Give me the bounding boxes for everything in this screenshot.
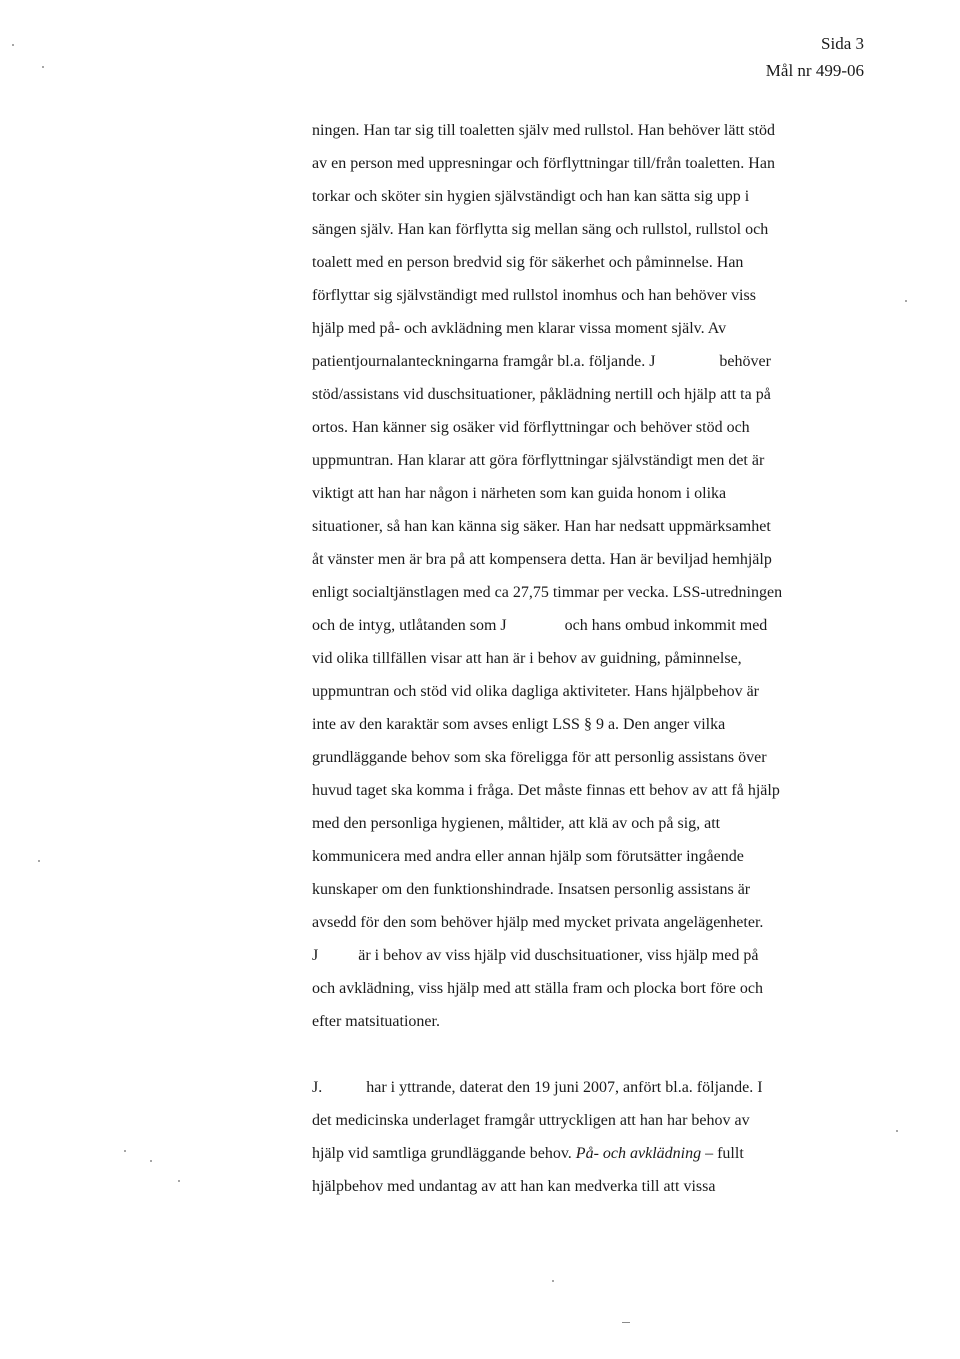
paragraph-spacer: [312, 1038, 872, 1071]
text-line: enligt socialtjänstlagen med ca 27,75 timmar per vecka. LSS-utredningen: [312, 584, 783, 601]
text-line: huvud taget ska komma i fråga. Det måste finnas ett behov av att få hjälp: [312, 782, 780, 799]
text-line: grundläggande behov som ska föreligga för att personlig assistans över: [312, 749, 767, 766]
paragraph-1: [312, 114, 872, 1038]
text-line: uppmuntran. Han klarar att göra förflyttningar självständigt men det är: [312, 452, 765, 469]
case-number: Mål nr 499-06: [765, 61, 864, 80]
paragraph-2: [312, 1071, 872, 1203]
text-segment: J.: [312, 1079, 323, 1096]
scan-speck: [12, 44, 14, 46]
text-line: avsedd för den som behöver hjälp med mycket privata angelägenheter.: [312, 914, 764, 931]
text-line: [312, 345, 872, 378]
text-line: inte av den karaktär som avses enligt LSS § 9 a. Den anger vilka: [312, 716, 726, 733]
text-line: ningen. Han tar sig till toaletten själv med rullstol. Han behöver lätt stöd: [312, 122, 776, 139]
document-body: [312, 114, 872, 1203]
text-line: sängen själv. Han kan förflytta sig mellan säng och rullstol, rullstol och: [312, 221, 769, 238]
text-line: kommunicera med andra eller annan hjälp som förutsätter ingående: [312, 848, 744, 865]
text-line: hjälp med på- och avklädning men klarar vissa moment själv. Av: [312, 320, 727, 337]
scan-speck: [124, 1150, 126, 1152]
text-line: torkar och sköter sin hygien självständigt och han kan sätta sig upp i: [312, 188, 750, 205]
text-line: vid olika tillfällen visar att han är i behov av guidning, påminnelse,: [312, 650, 742, 667]
text-line: hjälpbehov med undantag av att han kan medverka till att vissa: [312, 1178, 716, 1195]
text-line: [312, 939, 872, 972]
text-line: åt vänster men är bra på att kompensera detta. Han är beviljad hemhjälp: [312, 551, 772, 568]
text-segment: patientjournalanteckningarna framgår bl.a. följande. J: [312, 353, 656, 370]
scan-speck: [552, 1280, 554, 1282]
text-line: förflyttar sig självständigt med rullstol inomhus och han behöver viss: [312, 287, 756, 304]
text-line: [312, 609, 872, 642]
text-segment: behöver: [719, 353, 771, 370]
text-line: med den personliga hygienen, måltider, att klä av och på sig, att: [312, 815, 721, 832]
page-number: Sida 3: [821, 34, 864, 53]
scan-speck: [42, 66, 44, 68]
text-segment: är i behov av viss hjälp vid duschsituationer, viss hjälp med på: [358, 947, 759, 964]
text-line: ortos. Han känner sig osäker vid förflyttningar och behöver stöd och: [312, 419, 750, 436]
text-line: [312, 1137, 872, 1170]
text-line: toalett med en person bredvid sig för säkerhet och påminnelse. Han: [312, 254, 744, 271]
text-line: och avklädning, viss hjälp med att ställa fram och plocka bort före och: [312, 980, 763, 997]
text-line: [312, 1071, 872, 1104]
scan-speck: [622, 1322, 630, 1323]
scan-speck: [905, 300, 907, 302]
scan-speck: [38, 860, 40, 862]
text-line: det medicinska underlaget framgår uttryckligen att han har behov av: [312, 1112, 750, 1129]
text-line: kunskaper om den funktionshindrade. Insatsen personlig assistans är: [312, 881, 751, 898]
text-line: av en person med uppresningar och förflyttningar till/från toaletten. Han: [312, 155, 775, 172]
italic-text-segment: På- och avklädning –: [575, 1145, 714, 1162]
text-segment: och de intyg, utlåtanden som J: [312, 617, 507, 634]
text-segment: och hans ombud inkommit med: [564, 617, 768, 634]
text-segment: fullt: [717, 1145, 744, 1162]
text-line: uppmuntran och stöd vid olika dagliga aktiviteter. Hans hjälpbehov är: [312, 683, 760, 700]
scan-speck: [178, 1180, 180, 1182]
page-header: [766, 30, 864, 84]
scan-speck: [896, 1130, 898, 1132]
text-line: situationer, så han kan känna sig säker. Han har nedsatt uppmärksamhet: [312, 518, 771, 535]
text-segment: J: [312, 947, 319, 964]
scan-speck: [150, 1160, 152, 1162]
text-line: stöd/assistans vid duschsituationer, påklädning nertill och hjälp att ta på: [312, 386, 771, 403]
text-segment: hjälp vid samtliga grundläggande behov.: [312, 1145, 572, 1162]
text-line: efter matsituationer.: [312, 1013, 440, 1030]
text-line: viktigt att han har någon i närheten som kan guida honom i olika: [312, 485, 727, 502]
text-segment: har i yttrande, daterat den 19 juni 2007, anfört bl.a. följande. I: [366, 1079, 763, 1096]
